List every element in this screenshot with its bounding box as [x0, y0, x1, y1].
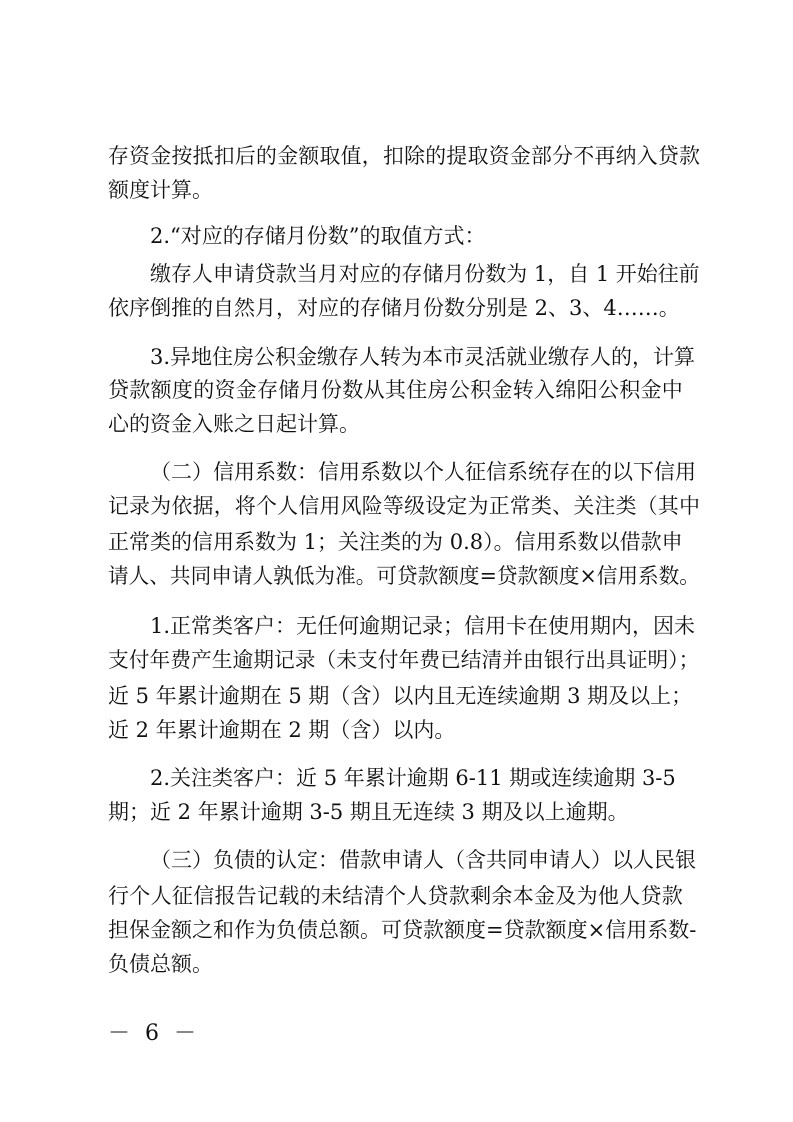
text-line: 额度计算。 [108, 178, 213, 202]
text-line: 2.关注类客户：近 5 年累计逾期 6-11 期或连续逾期 3-5 [150, 766, 676, 790]
text-line: 正常类的信用系数为 1；关注类的为 0.8）。信用系数以借款申 [108, 530, 683, 554]
text-line: 心的资金入账之日起计算。 [108, 412, 360, 436]
text-line: （三）负债的认定：借款申请人（含共同申请人）以人民银 [150, 848, 696, 872]
text-line: 近 5 年累计逾期在 5 期（含）以内且无连续逾期 3 期及以上； [108, 684, 693, 708]
text-line: 存资金按抵扣后的金额取值，扣除的提取资金部分不再纳入贷款 [108, 144, 701, 168]
text-line: 负债总额。 [108, 952, 213, 976]
text-line: 记录为依据，将个人信用风险等级设定为正常类、关注类（其中 [108, 494, 701, 518]
text-line: （二）信用系数：信用系数以个人征信系统存在的以下信用 [150, 460, 696, 484]
text-line: 3.异地住房公积金缴存人转为本市灵活就业缴存人的，计算 [150, 345, 696, 369]
page-number: － 6 － [108, 1021, 200, 1046]
text-line: 贷款额度的资金存储月份数从其住房公积金转入绵阳公积金中 [108, 378, 684, 402]
text-line: 行个人征信报告记载的未结清个人贷款剩余本金及为他人贷款 [108, 884, 684, 908]
text-line: 近 2 年累计逾期在 2 期（含）以内。 [108, 718, 456, 742]
text-line: 期；近 2 年累计逾期 3-5 期且无连续 3 期及以上逾期。 [108, 800, 629, 824]
text-line: 担保金额之和作为负债总额。可贷款额度=贷款额度×信用系数- [108, 918, 697, 942]
text-line: 2.“对应的存储月份数”的取值方式： [150, 224, 486, 248]
text-line: 支付年费产生逾期记录（未支付年费已结清并由银行出具证明）； [108, 648, 700, 672]
text-line: 依序倒推的自然月，对应的存储月份数分别是 2、3、4……。 [108, 296, 680, 320]
text-line: 请人、共同申请人孰低为准。可贷款额度=贷款额度×信用系数。 [108, 564, 700, 588]
text-line: 缴存人申请贷款当月对应的存储月份数为 1，自 1 开始往前 [150, 262, 700, 286]
text-line: 1.正常类客户：无任何逾期记录；信用卡在使用期内，因未 [150, 614, 696, 638]
